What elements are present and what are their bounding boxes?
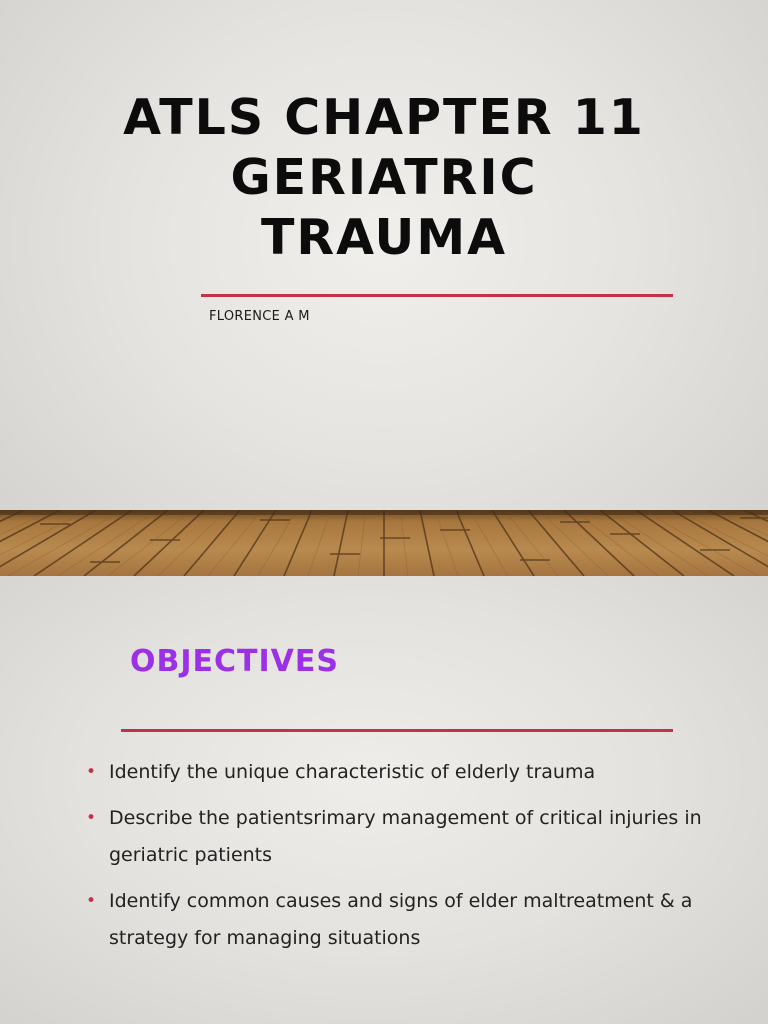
objectives-slide — [0, 576, 768, 1024]
list-item — [86, 800, 706, 874]
title-line: ATLS CHAPTER 11 — [123, 89, 645, 146]
heading-divider — [121, 729, 673, 732]
bullet-dot-icon: • — [86, 808, 97, 828]
list-item — [86, 754, 706, 791]
bullet-dot-icon: • — [86, 891, 97, 911]
list-item-text: Identify common causes and signs of elder maltreatment & a strategy for managing situations — [109, 890, 693, 949]
slide-title — [100, 88, 668, 268]
title-line: GERIATRIC — [230, 149, 538, 206]
author-subtitle: FLORENCE A M — [209, 309, 310, 324]
title-divider — [201, 294, 673, 297]
objectives-heading: OBJECTIVES — [130, 644, 339, 679]
list-item — [86, 883, 706, 957]
bullet-dot-icon: • — [86, 762, 97, 782]
objectives-list — [86, 754, 706, 966]
list-item-text: Describe the patientsrimary management of critical injuries in geriatric patients — [109, 807, 702, 866]
wood-floor-image — [0, 510, 768, 576]
list-item-text: Identify the unique characteristic of elderly trauma — [109, 761, 596, 783]
title-line: TRAUMA — [260, 209, 508, 266]
